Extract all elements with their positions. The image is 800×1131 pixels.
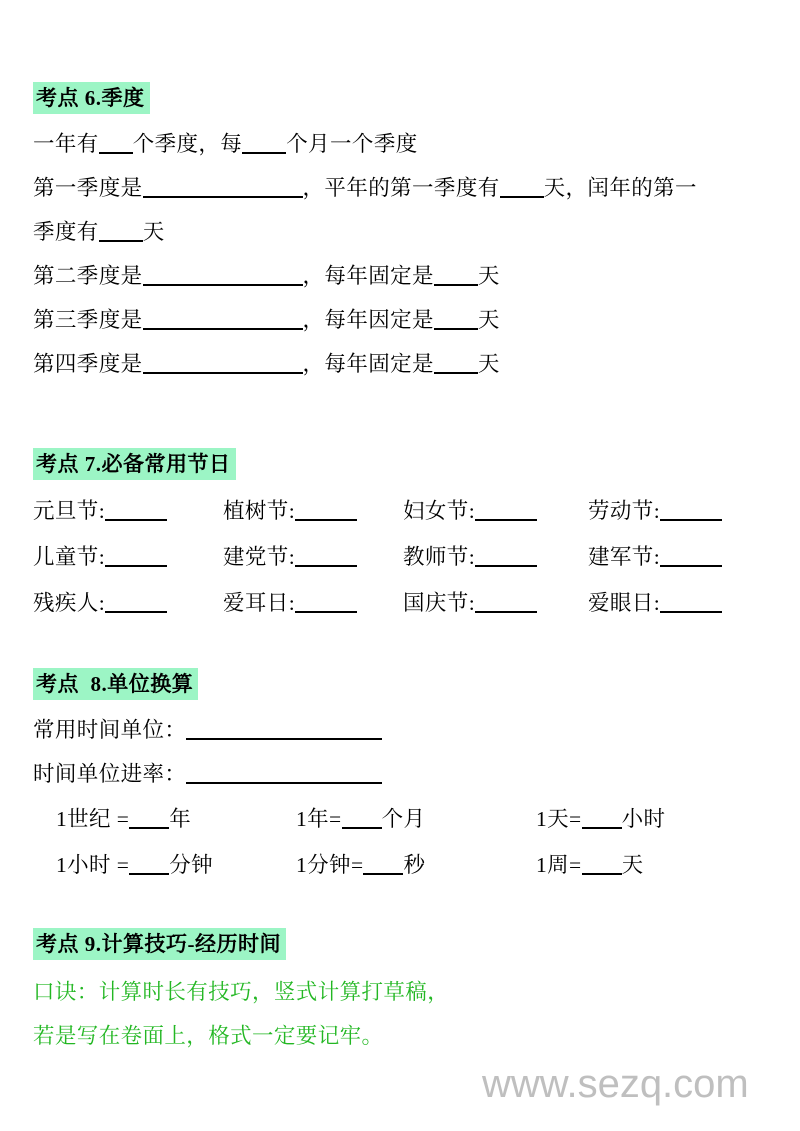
- quarters-line-6-part-a: 第四季度是: [33, 352, 143, 377]
- quarters-line-5-part-b: ，每年因定是: [302, 308, 434, 333]
- unit-conversion-day-hour: [536, 796, 800, 842]
- quarters-line-1-part-b: 个季度，每: [132, 132, 243, 157]
- blank-common-time-units[interactable]: [186, 718, 382, 740]
- blank-time-unit-rate[interactable]: [186, 762, 382, 784]
- festival-label: 教师节:: [403, 545, 476, 570]
- blank-q2-months[interactable]: [143, 264, 303, 286]
- blank-months-per-quarter[interactable]: [242, 132, 286, 154]
- festival-label: 爱耳日:: [223, 591, 296, 616]
- quarters-line-5-part-c: 天: [477, 308, 500, 333]
- unit-conversion-right: 年: [169, 807, 192, 832]
- blank-festival-date[interactable]: [105, 545, 167, 567]
- blank-unit-value[interactable]: [363, 853, 403, 875]
- quarters-line-5-part-a: 第三季度是: [33, 308, 143, 333]
- blank-festival-date[interactable]: [295, 545, 357, 567]
- heading-row-quarters: [0, 82, 800, 114]
- quarters-line-6-part-c: 天: [477, 352, 500, 377]
- festival-item-zhishu: [223, 488, 403, 534]
- unit-conversion-left: 1周=: [536, 853, 582, 878]
- quarters-line-2-part-b: ，平年的第一季度有: [302, 176, 500, 201]
- unit-conversion-hour-minute: [56, 842, 296, 888]
- section-technique: [0, 928, 800, 1058]
- blank-festival-date[interactable]: [105, 499, 167, 521]
- blank-festival-date[interactable]: [475, 545, 537, 567]
- blank-q1-months[interactable]: [143, 176, 303, 198]
- festival-item-jiaoshi: [403, 534, 588, 580]
- festival-label: 植树节:: [223, 499, 296, 524]
- festival-item-yuandan: [33, 488, 223, 534]
- unit-conversion-right: 分钟: [169, 853, 214, 878]
- section-heading-technique: 考点 9.计算技巧-经历时间: [33, 928, 286, 960]
- festival-item-jianjun: [588, 534, 778, 580]
- festival-item-ertong: [33, 534, 223, 580]
- blank-festival-date[interactable]: [660, 499, 722, 521]
- unit-conversion-century-year: [56, 796, 296, 842]
- festival-item-aiyanri: [588, 580, 778, 626]
- blank-q1-days-leap-year[interactable]: [99, 220, 143, 242]
- festival-grid: [0, 488, 800, 626]
- section-heading-quarters: 考点 6.季度: [33, 82, 150, 114]
- blank-q2-days[interactable]: [434, 264, 478, 286]
- blank-festival-date[interactable]: [660, 545, 722, 567]
- unit-conversion-left: 1天=: [536, 807, 582, 832]
- quarters-line-3-part-b: 天: [142, 220, 165, 245]
- blank-festival-date[interactable]: [295, 499, 357, 521]
- unit-conversion-grid: [0, 796, 800, 888]
- festival-label: 儿童节:: [33, 545, 106, 570]
- section-heading-units: 考点 8.单位换算: [33, 668, 198, 700]
- blank-unit-value[interactable]: [582, 807, 622, 829]
- quarters-line-4-part-b: ，每年固定是: [302, 264, 434, 289]
- blank-quarters-count[interactable]: [99, 132, 133, 154]
- quarters-line-5: [0, 298, 800, 342]
- quarters-line-2-part-c: 天，闰年的第一: [543, 176, 697, 201]
- quarters-line-4-part-a: 第二季度是: [33, 264, 143, 289]
- quarters-line-1-part-c: 个月一个季度: [286, 132, 418, 157]
- quarters-line-6-part-b: ，每年固定是: [302, 352, 434, 377]
- section-quarters: [0, 82, 800, 386]
- quarters-line-3-part-a: 季度有: [33, 220, 99, 245]
- festival-label: 国庆节:: [403, 591, 476, 616]
- section-festivals: [0, 448, 800, 626]
- blank-q4-days[interactable]: [434, 352, 478, 374]
- time-unit-rate-label: 时间单位进率：: [33, 762, 187, 787]
- blank-q1-days-common-year[interactable]: [500, 176, 544, 198]
- festival-label: 残疾人:: [33, 591, 106, 616]
- festival-item-laodong: [588, 488, 778, 534]
- blank-q3-months[interactable]: [143, 308, 303, 330]
- rhyme-line-2: 若是写在卷面上，格式一定要记牢。: [33, 1024, 384, 1049]
- section-units: [0, 668, 800, 888]
- blank-q3-days[interactable]: [434, 308, 478, 330]
- unit-conversion-left: 1小时 =: [56, 853, 130, 878]
- blank-festival-date[interactable]: [475, 499, 537, 521]
- blank-festival-date[interactable]: [295, 591, 357, 613]
- time-unit-rate-line: [0, 752, 800, 796]
- unit-conversion-left: 1世纪 =: [56, 807, 130, 832]
- quarters-line-3: [0, 210, 800, 254]
- festival-label: 妇女节:: [403, 499, 476, 524]
- quarters-line-1-part-a: 一年有: [33, 132, 99, 157]
- heading-row-units: [0, 668, 800, 700]
- blank-festival-date[interactable]: [475, 591, 537, 613]
- quarters-line-4-part-c: 天: [477, 264, 500, 289]
- festival-item-canjiren: [33, 580, 223, 626]
- festival-item-funv: [403, 488, 588, 534]
- unit-conversion-week-day: [536, 842, 800, 888]
- festival-label: 建党节:: [223, 545, 296, 570]
- watermark: www.sezq.com: [482, 1062, 749, 1106]
- festival-item-aierri: [223, 580, 403, 626]
- unit-conversion-right: 秒: [403, 853, 426, 878]
- blank-unit-value[interactable]: [129, 853, 169, 875]
- common-time-units-line: [0, 708, 800, 752]
- rhyme-line-1: 口诀：计算时长有技巧，竖式计算打草稿，: [33, 980, 450, 1005]
- unit-conversion-right: 个月: [381, 807, 426, 832]
- quarters-line-2-part-a: 第一季度是: [33, 176, 143, 201]
- unit-conversion-right: 小时: [621, 807, 666, 832]
- unit-conversion-year-month: [296, 796, 536, 842]
- festival-label: 建军节:: [588, 545, 661, 570]
- unit-conversion-left: 1年=: [296, 807, 342, 832]
- quarters-line-2: [0, 166, 800, 210]
- unit-conversion-left: 1分钟=: [296, 853, 364, 878]
- blank-festival-date[interactable]: [660, 591, 722, 613]
- quarters-line-1: [0, 122, 800, 166]
- blank-q4-months[interactable]: [143, 352, 303, 374]
- blank-unit-value[interactable]: [582, 853, 622, 875]
- festival-label: 爱眼日:: [588, 591, 661, 616]
- quarters-line-4: [0, 254, 800, 298]
- unit-conversion-minute-second: [296, 842, 536, 888]
- section-heading-festivals: 考点 7.必备常用节日: [33, 448, 236, 480]
- heading-row-technique: [0, 928, 800, 960]
- festival-item-guoqing: [403, 580, 588, 626]
- blank-unit-value[interactable]: [129, 807, 169, 829]
- unit-conversion-right: 天: [621, 853, 644, 878]
- festival-label: 元旦节:: [33, 499, 106, 524]
- festival-label: 劳动节:: [588, 499, 661, 524]
- heading-row-festivals: [0, 448, 800, 480]
- common-time-units-label: 常用时间单位：: [33, 718, 187, 743]
- blank-festival-date[interactable]: [105, 591, 167, 613]
- festival-item-jiandang: [223, 534, 403, 580]
- blank-unit-value[interactable]: [342, 807, 382, 829]
- quarters-line-6: [0, 342, 800, 386]
